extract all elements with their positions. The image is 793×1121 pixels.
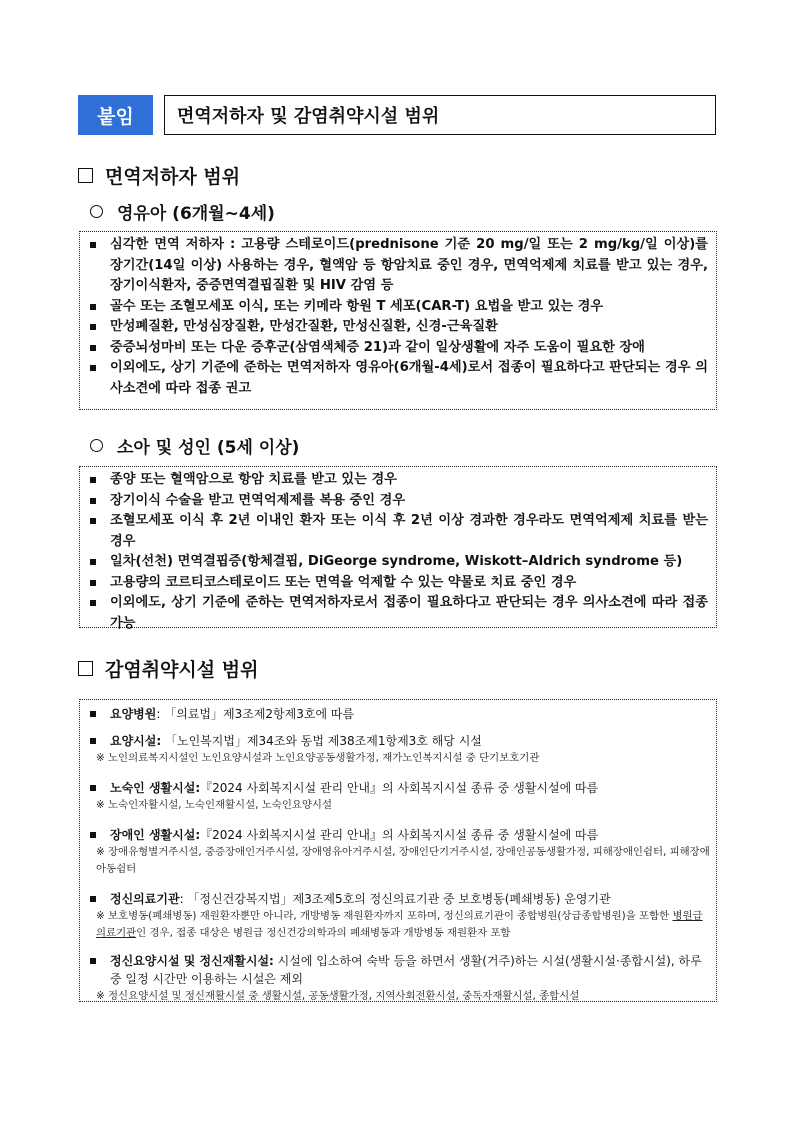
facility-item: 장애인 생활시설:『2024 사회복지시설 관리 안내』의 사회복지시설 종류 중 생활시설에 따름 bbox=[80, 826, 716, 844]
annex-tag: 붙임 bbox=[78, 95, 153, 135]
facility-note: ※ 장애유형별거주시설, 중증장애인거주시설, 장애영유아거주시설, 장애인단기거주시설, 장애인공동생활가정, 피해장애인쉼터, 피해장애아동쉼터 bbox=[96, 846, 710, 875]
annex-header bbox=[78, 95, 716, 135]
section-immunocompromised-heading bbox=[78, 162, 240, 189]
bullet-icon bbox=[90, 711, 96, 717]
bullet-icon bbox=[90, 600, 96, 606]
subsection-child-adult-heading bbox=[90, 433, 299, 458]
facility-item: 요양병원: 「의료법」제3조제2항제3호에 따름 bbox=[80, 705, 716, 723]
circle-bullet-icon bbox=[90, 439, 103, 452]
section-heading-text: 면역저하자 범위 bbox=[105, 166, 241, 188]
facility-note: ※ 노인의료복지시설인 노인요양시설과 노인요양공동생활가정, 재가노인복지시설 중 단기보호기관 bbox=[96, 752, 540, 764]
bullet-icon bbox=[90, 559, 96, 565]
child-adult-criteria-box bbox=[79, 466, 717, 631]
bullet-icon bbox=[90, 896, 96, 902]
list-item: 고용량의 코르티코스테로이드 또는 면역을 억제할 수 있는 약물로 치료 중인 경우 bbox=[80, 573, 716, 594]
list-item: 이외에도, 상기 기준에 준하는 면역저하자 영유아(6개월-4세)로서 접종이 필요하다고 판단되는 경우 의사소견에 따라 접종 권고 bbox=[80, 358, 716, 399]
infant-criteria-box bbox=[79, 231, 717, 410]
list-item: 골수 또는 조혈모세포 이식, 또는 키메라 항원 T 세포(CAR-T) 요법을 받고 있는 경우 bbox=[80, 297, 716, 318]
facility-item: 노숙인 생활시설:『2024 사회복지시설 관리 안내』의 사회복지시설 종류 중 생활시설에 따름 bbox=[80, 779, 716, 797]
bullet-icon bbox=[90, 304, 96, 310]
bullet-icon bbox=[90, 498, 96, 504]
list-item: 일차(선천) 면역결핍증(항체결핍, DiGeorge syndrome, Wiskott–Aldrich syndrome 등) bbox=[80, 552, 716, 573]
bullet-icon bbox=[90, 345, 96, 351]
square-bullet-icon bbox=[78, 168, 93, 183]
bullet-icon bbox=[90, 738, 96, 744]
bullet-icon bbox=[90, 518, 96, 524]
list-item: 장기이식 수술을 받고 면역억제제를 복용 중인 경우 bbox=[80, 491, 716, 512]
bullet-icon bbox=[90, 958, 96, 964]
section-heading-text: 감염취약시설 범위 bbox=[105, 659, 259, 681]
circle-bullet-icon bbox=[90, 205, 103, 218]
square-bullet-icon bbox=[78, 661, 93, 676]
bullet-icon bbox=[90, 477, 96, 483]
facility-item: 정신의료기관: 「정신건강복지법」제3조제5호의 정신의료기관 중 보호병동(폐쇄병동) 운영기관 bbox=[80, 890, 716, 908]
bullet-icon bbox=[90, 365, 96, 371]
page-title: 면역저하자 및 감염취약시설 범위 bbox=[164, 95, 716, 135]
subsection-heading-text: 영유아 (6개월~4세) bbox=[117, 204, 275, 224]
facility-note: ※ 정신요양시설 및 정신재활시설 중 생활시설, 공동생활가정, 지역사회전환시설, 중독자재활시설, 종합시설 bbox=[96, 990, 580, 1002]
bullet-icon bbox=[90, 324, 96, 330]
list-item: 만성폐질환, 만성심장질환, 만성간질환, 만성신질환, 신경-근육질환 bbox=[80, 317, 716, 338]
facility-item: 요양시설: 「노인복지법」제34조와 동법 제38조제1항제3호 해당 시설 bbox=[80, 732, 716, 750]
list-item: 중증뇌성마비 또는 다운 증후군(삼염색체증 21)과 같이 일상생활에 자주 도움이 필요한 장애 bbox=[80, 338, 716, 359]
list-item: 조혈모세포 이식 후 2년 이내인 환자 또는 이식 후 2년 이상 경과한 경우라도 면역억제제 치료를 받는 경우 bbox=[80, 511, 716, 552]
facility-item: 정신요양시설 및 정신재활시설: 시설에 입소하여 숙박 등을 하면서 생활(거주)하는 시설(생활시설·종합시설), 하루 중 일정 시간만 이용하는 시설은 제외 bbox=[80, 952, 716, 988]
facility-note: ※ 노숙인자활시설, 노숙인재활시설, 노숙인요양시설 bbox=[96, 799, 333, 811]
list-item: 심각한 면역 저하자 : 고용량 스테로이드(prednisone 기준 20 mg/일 또는 2 mg/kg/일 이상)를 장기간(14일 이상) 사용하는 경우, 혈액암 등 항암치료 중인 경우, 면역억제제 치료를 받고 있는 경우, 장기이식환자, 중증면역결핍질환 및 HIV 감염 등 bbox=[80, 235, 716, 297]
facility-note: ※ 보호병동(폐쇄병동) 재원환자뿐만 아니라, 개방병동 재원환자까지 포하며, 정신의료기관이 종합병원(상급종합병원)을 포함한 병원급 의료기관인 경우, 접종 대상은 병원급 정신건강의학과의 폐쇄병동과 개방병동 재원환자 포함 bbox=[96, 910, 703, 939]
bullet-icon bbox=[90, 242, 96, 248]
bullet-icon bbox=[90, 785, 96, 791]
bullet-icon bbox=[90, 580, 96, 586]
bullet-icon bbox=[90, 832, 96, 838]
list-item: 종양 또는 혈액암으로 항암 치료를 받고 있는 경우 bbox=[80, 470, 716, 491]
list-item: 이외에도, 상기 기준에 준하는 면역저하자로서 접종이 필요하다고 판단되는 경우 의사소견에 따라 접종 가능 bbox=[80, 593, 716, 634]
facilities-box bbox=[79, 699, 717, 1002]
subsection-heading-text: 소아 및 성인 (5세 이상) bbox=[117, 438, 300, 458]
section-facilities-heading bbox=[78, 655, 258, 682]
subsection-infant-heading bbox=[90, 199, 275, 224]
